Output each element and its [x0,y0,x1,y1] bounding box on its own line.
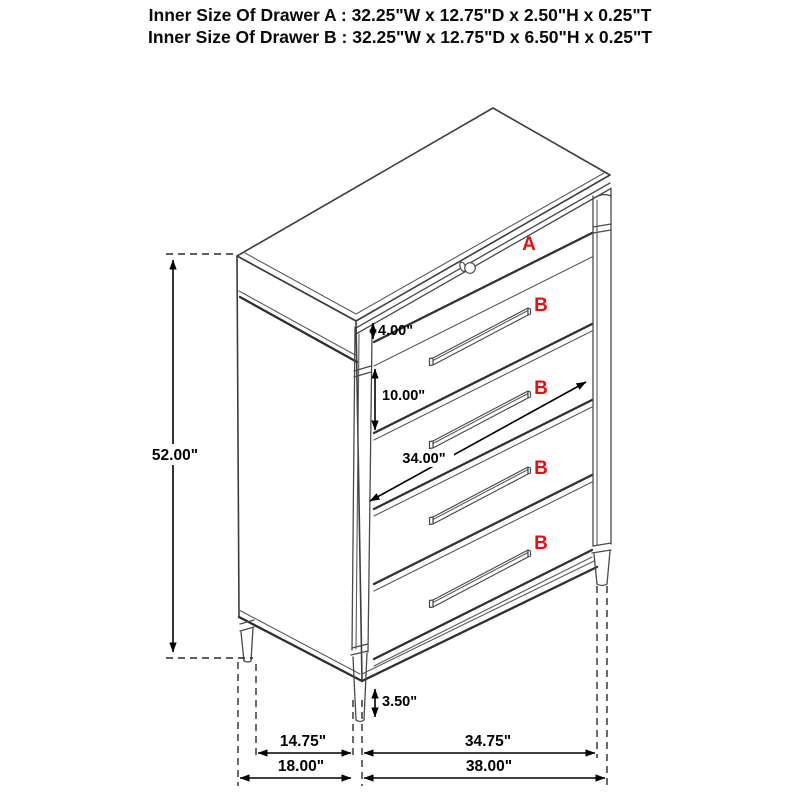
cabinet-drawing [237,108,611,722]
drawer-b2-label: B [534,378,548,399]
dim-overall-width-label: 38.00" [465,758,513,775]
drawer-b3-label: B [534,458,548,479]
drawer-knob [459,261,476,273]
dimension-overall-height [145,260,205,652]
dim-front-inner-label: 34.75" [464,733,512,750]
dimension-leg-height [375,689,417,717]
front-right-post [592,188,611,586]
drawer-b1-label: B [534,295,548,316]
dim-top-side-inner-label: 14.75" [279,733,327,750]
dimension-overall-depth [240,758,351,778]
dimension-overall-width [364,758,605,778]
drawer-b4-label: B [534,533,548,554]
dim-leg-height-label: 3.50" [382,694,418,710]
dim-overall-height-label: 52.00" [151,447,199,464]
drawer-a-label: A [522,234,536,255]
dimension-top-side-inner [258,733,351,753]
drawer-handle-b3 [430,467,531,525]
drawer-handle-b1 [430,308,531,366]
dimension-front-inner [364,733,595,753]
dim-drawer-width-label: 34.00" [402,451,446,467]
dim-overall-depth-label: 18.00" [277,758,325,775]
dim-drawer-b-height-label: 10.00" [382,388,426,404]
back-left-leg [240,620,254,662]
title-line-drawer-a: Inner Size Of Drawer A : 32.25"W x 12.75"D x 2.50"H x 0.25"T [148,5,652,25]
dim-drawer-a-height-label: 4.00" [378,323,414,339]
dimension-drawer-a-height [373,323,413,339]
cabinet-side-panel [237,256,362,681]
title-line-drawer-b: Inner Size Of Drawer B : 32.25"W x 12.75"D x 6.50"H x 0.25"T [148,27,652,47]
